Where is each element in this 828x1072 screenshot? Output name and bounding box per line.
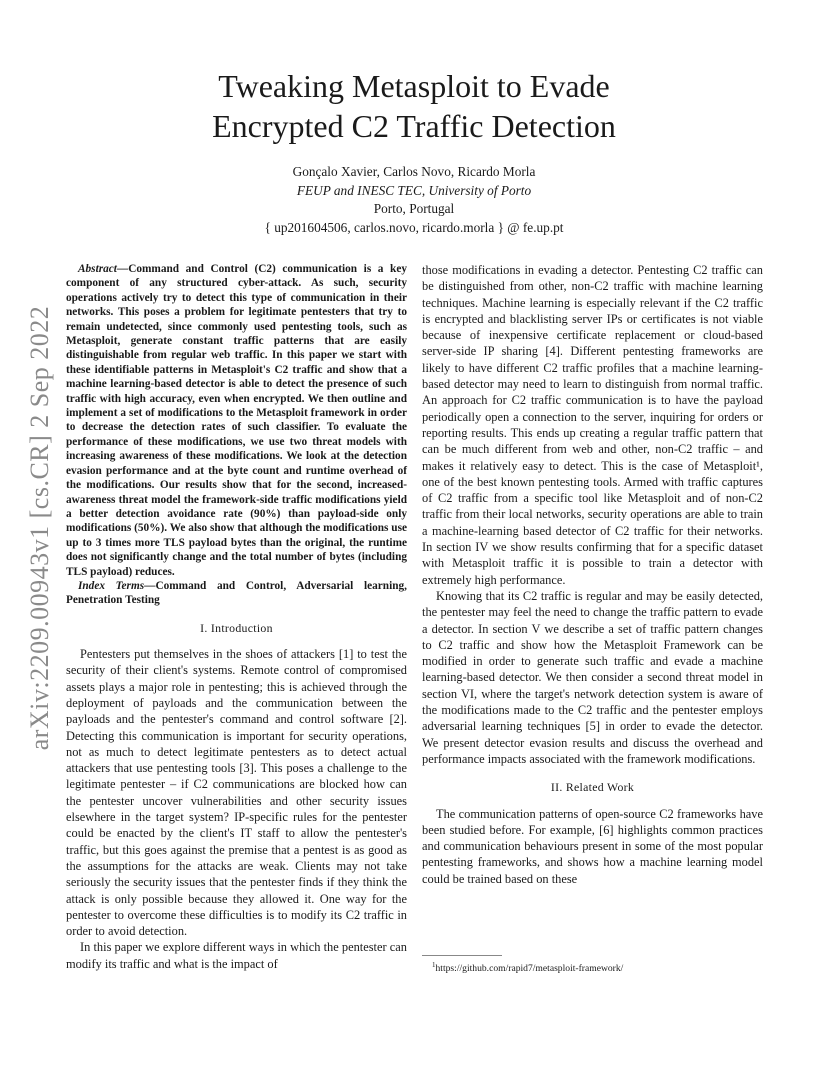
index-terms-label: Index Terms [78,579,145,592]
right-column [422,262,763,887]
author-emails: { up201604506, carlos.novo, ricardo.morla } @ fe.up.pt [264,219,564,235]
paper-title [0,66,828,146]
footnote-rule [422,955,502,956]
author-names: Gonçalo Xavier, Carlos Novo, Ricardo Morla [292,164,536,179]
intro-paragraph-1: Pentesters put themselves in the shoes of attackers [1] to test the security of their client's systems. Remote control of compromised assets plays a major role in pentesting; this is achieved through the deployment of payloads and the communication between the payloads and the pentester's command and control software [2]. Detecting this communication is important for security operations, not as much to detect legitimate pentesters as to detect actual attackers that use pentesting tools [3]. This poses a challenge to the legitimate pentester – if C2 communications are blocked how can the pentester uncover vulnerabilities and other security issues elsewhere in the target system? IP-specific rules for the pentester could be enacted by the client's IT staff to allow the pentester's traffic, but this goes against the premise that a pentest is as good as the assumptions for the attacks are weak. Clients may not take seriously the security issues that the pentester finds if they think the attack is only possible because they allowed it. One way for the pentester to overcome these difficulties is to modify its C2 traffic in order to avoid detection. [66,647,407,939]
abstract-label: Abstract [78,263,117,275]
author-location: Porto, Portugal [373,201,455,216]
index-terms [66,579,407,608]
footnote-mark: 1 [432,961,436,969]
author-affiliation: FEUP and INESC TEC, University of Porto [296,182,532,198]
title-line-2: Encrypted C2 Traffic Detection [212,108,616,144]
related-paragraph-1: The communication patterns of open-source C2 frameworks have been studied before. For example, [6] highlights common practices and communication behaviours present in some of the most popular pentesting frameworks, and shows how a machine learning model could be trained based on these [422,806,763,886]
footnote-url: https://github.com/rapid7/metasploit-framework/ [435,963,624,975]
arxiv-identifier [20,298,60,758]
index-terms-text: —Command and Control, Adversarial learning, Penetration Testing [66,579,407,607]
intro-paragraph-2-continued: those modifications in evading a detector. Pentesting C2 traffic can be distinguished from other, non-C2 traffic with machine learning techniques. Machine learning is especially relevant if the C2 traffic is encrypted and blacklisting server IPs or certificates is not viable because of inexpensive certificate replacement or cloud-based server-side IP sharing [4]. Different pentesting frameworks are likely to have different C2 traffic profiles that a machine learning-based detector may need to learn to distinguish from normal traffic. An approach for C2 traffic communication is to have the payload periodically open a connection to the server, inquiring for orders or reporting results. This ends up creating a regular traffic pattern that can be much different from web and other, non-C2 traffic – and makes it relatively easy to detect. This is the case of Metasploit¹, one of the best known pentesting tools. Armed with traffic captures of C2 traffic from a specific tool like Metasploit and of non-C2 traffic from their local networks, security operations are able to train a machine-learning based detector of C2 traffic for their networks. In section IV we show results confirming that for a specific dataset with Metasploit traffic it is possible to train a detector with extremely high performance. [422,263,763,587]
intro-paragraph-2: In this paper we explore different ways in which the pentester can modify its traffic and what is the impact of [66,940,407,971]
abstract [66,262,407,579]
author-block [0,163,828,237]
left-column [66,262,407,972]
section-heading-introduction: I. Introduction [200,620,273,635]
section-heading-related-work: II. Related Work [550,780,635,795]
arxiv-id-text: arXiv:2209.00943v1 [cs.CR] 2 Sep 2022 [25,305,54,751]
footnote [432,959,623,975]
intro-paragraph-3: Knowing that its C2 traffic is regular and may be easily detected, the pentester may feel the need to change the traffic pattern to evade a detector. In section V we describe a set of traffic pattern changes to C2 traffic and show how the Metasploit Framework can be modified in order to generate such traffic and evade a machine learning-based detector. We then consider a second threat model in section VI, where the target's network detection system is aware of the modifications made to the C2 traffic and the pentester employs adversarial learning techniques [5] in order to evade the detector. We present detector evasion results and discuss the overhead and performance impacts associated with the framework modifications. [422,588,763,766]
title-line-1: Tweaking Metasploit to Evade [218,68,610,104]
abstract-text: —Command and Control (C2) communication is a key component of any structured cyber-attack. As such, security operations actively try to detect this type of communication in their networks. This poses a problem for legitimate pentesters that try to remain undetected, since commonly used pentesting tools, such as Metasploit, generate constant traffic patterns that are easily distinguishable from regular web traffic. In this paper we start with these identifiable patterns in Metasploit's C2 traffic and show that a machine learning-based detector is able to detect the presence of such traffic with high accuracy, even when encrypted. We then outline and implement a set of modifications to the Metasploit framework in order to decrease the detection rates of such classifier. To evaluate the performance of these modifications, we use two threat models with increasing awareness of these modifications. We look at the detection evasion performance and at the byte count and runtime overhead of the modifications. Our results show that for the second, increased-awareness threat model the framework-side traffic modifications yield a better detection avoidance rate (90%) than payload-side only modifications (50%). We also show that although the modifications use up to 3 times more TLS payload bytes than the original, the runtime does not significantly change and the total number of bytes (including TLS payload) reduces. [66,263,407,578]
